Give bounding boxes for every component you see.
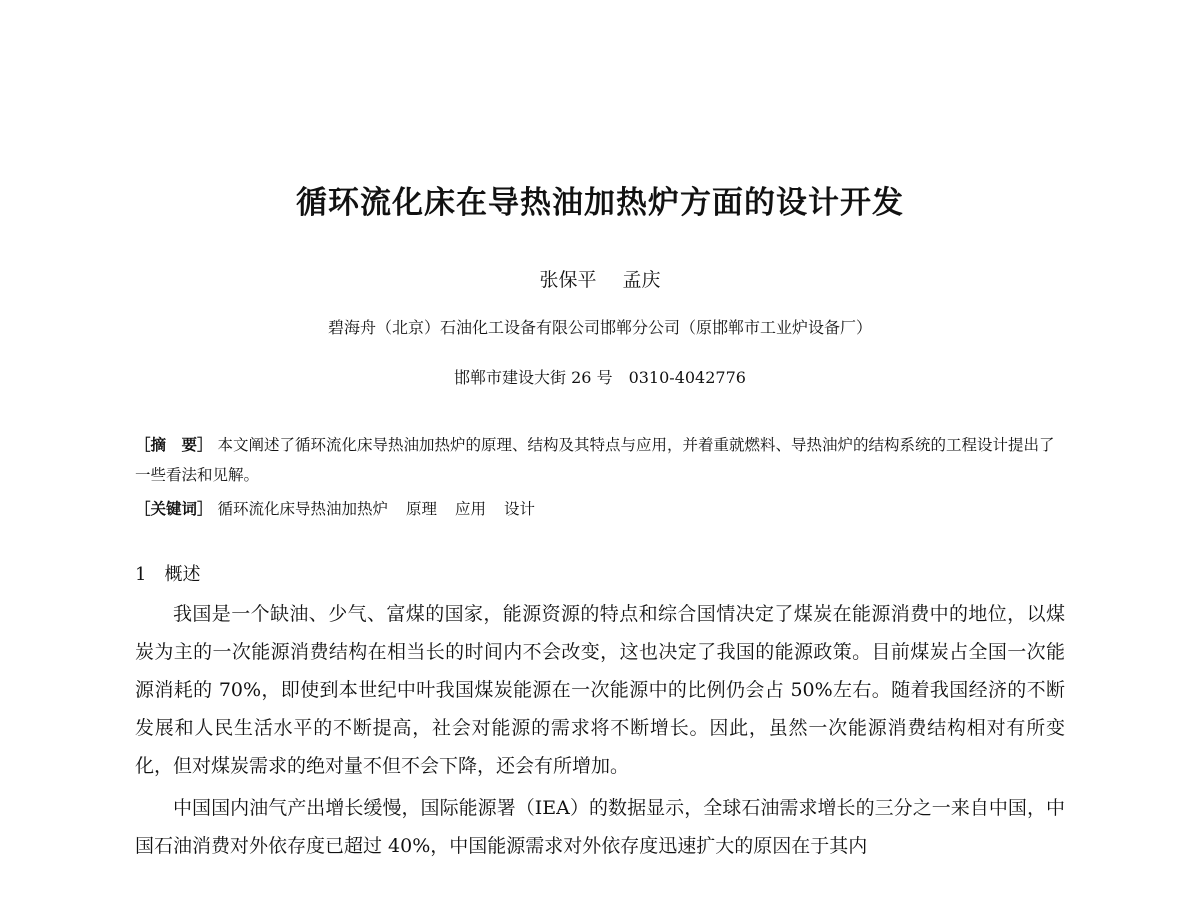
keyword: 应用 [454,500,486,518]
keywords [135,494,1065,524]
author-list [0,266,1200,294]
keyword: 循环流化床导热油加热炉 [217,500,388,518]
author-address: 邯郸市建设大街 26 号 0310-4042776 [454,368,746,387]
keyword: 设计 [504,500,536,518]
abstract [135,430,1065,490]
section-title: 概述 [164,564,201,585]
keyword: 原理 [405,500,437,518]
paragraph: 中国国内油气产出增长缓慢，国际能源署（IEA）的数据显示，全球石油需求增长的三分之一来自中国，中国石油消费对外依存度已超过 40%，中国能源需求对外依存度迅速扩大的原因在于其内 [135,797,1065,857]
abstract-text: 本文阐述了循环流化床导热油加热炉的原理、结构及其特点与应用，并着重就燃料、导热油炉的结构系统的工程设计提出了一些看法和见解。 [135,436,1055,484]
author-name: 张保平 [539,269,597,291]
body-text [135,595,1065,869]
paper-title: 循环流化床在导热油加热炉方面的设计开发 [296,185,904,221]
author-name: 孟庆 [622,269,661,291]
author-affiliation: 碧海舟（北京）石油化工设备有限公司邯郸分公司（原邯郸市工业炉设备厂） [327,318,872,337]
abstract-label: ［摘 要］ [135,435,213,454]
section-heading [135,560,200,590]
keywords-label: ［关键词］ [135,499,213,518]
paragraph: 我国是一个缺油、少气、富煤的国家，能源资源的特点和综合国情决定了煤炭在能源消费中的地位，以煤炭为主的一次能源消费结构在相当长的时间内不会改变，这也决定了我国的能源政策。目前煤炭占全国一次能源消耗的 70%，即使到本世纪中叶我国煤炭能源在一次能源中的比例仍会占 50%左右。随着我国经济的不断发展和人民生活水平的不断提高，社会对能源的需求将不断增长。因此，虽然一次能源消费结构相对有所变化，但对煤炭需求的绝对量不但不会下降，还会有所增加。 [135,603,1065,777]
section-number: 1 [135,564,147,585]
